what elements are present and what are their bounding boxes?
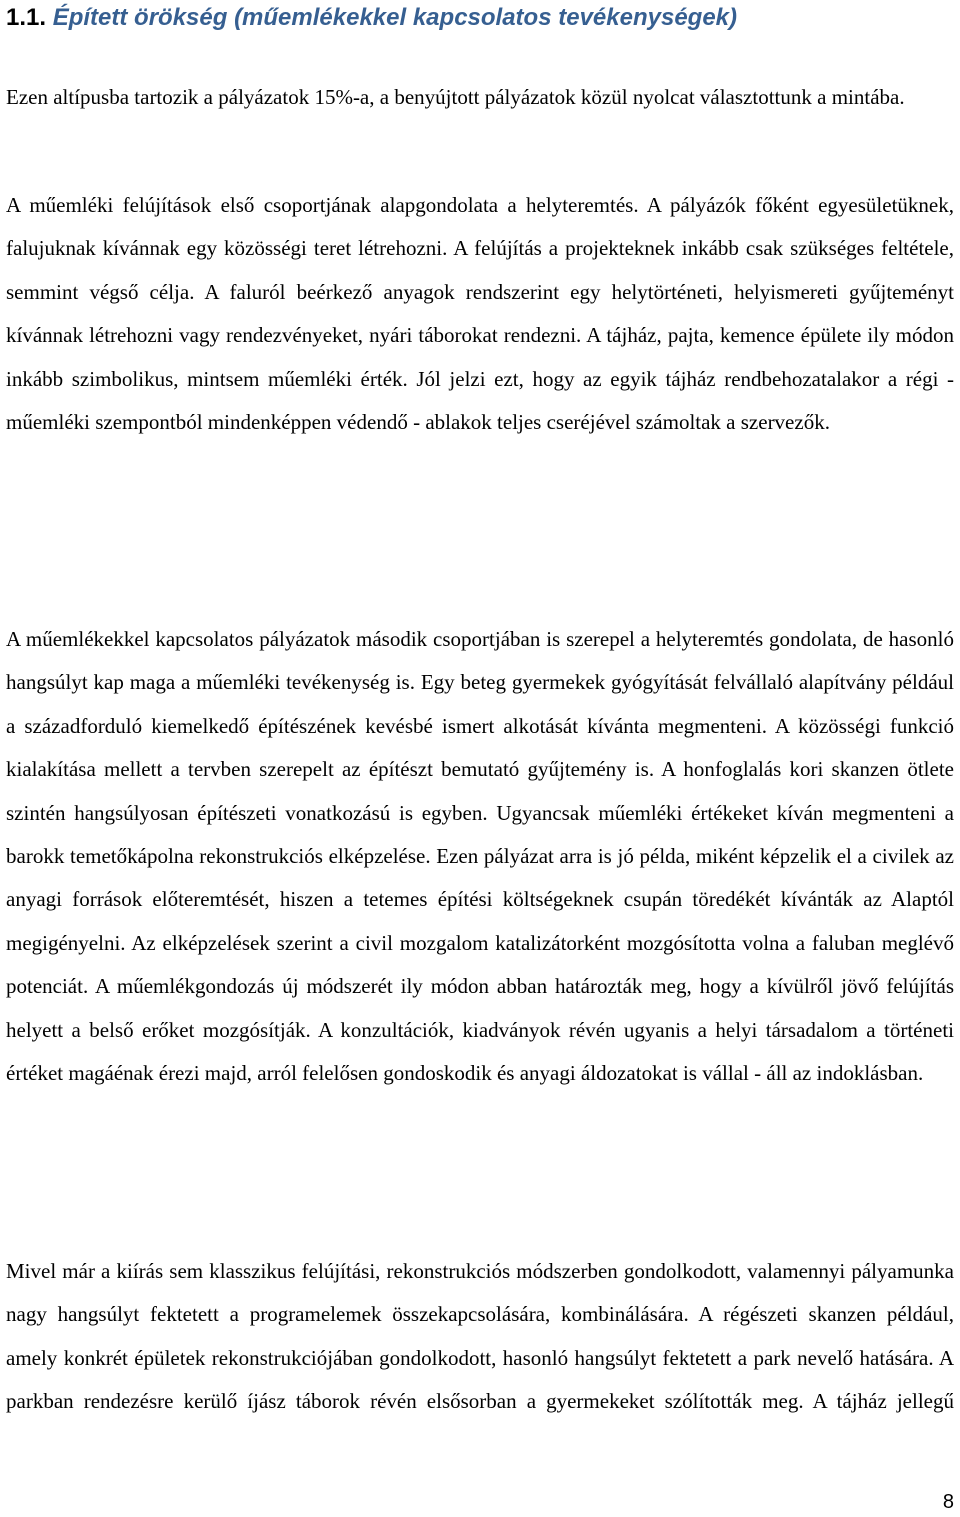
section-number: 1.1.: [6, 4, 47, 31]
section-title: Épített örökség (műemlékekkel kapcsolatos tevékenységek): [52, 4, 738, 31]
paragraph-second-group: A műemlékekkel kapcsolatos pályázatok második csoportjában is szerepel a helyteremtés gondolata, de hasonló hangsúlyt kap maga a műemléki tevékenység is. Egy beteg gyermekek gyógyítását felvállaló alapítvány például a századforduló kiemelkedő építészének kevésbé ismert alkotását kívánta megmenteni. A közösségi funkció kialakítása mellett a tervben szerepelt az építészt bemutató gyűjtemény is. A honfoglalás kori skanzen ötlete szintén hangsúlyosan építészeti vonatkozású is egyben. Ugyancsak műemléki értékeket kíván megmenteni a barokk temetőkápolna rekonstrukciós elképzelése. Ezen pályázat arra is jó példa, miként képzelik el a civilek az anyagi források előteremtését, hiszen a tetemes építési költségeknek csupán töredékét kívánták az Alaptól megigényelni. Az elképzelések szerint a civil mozgalom katalizátorként mozgósította volna a faluban meglévő potenciát. A műemlékgondozás új módszerét ily módon abban határozták meg, hogy a kívülről jövő felújítás helyett a belső erőket mozgósítják. A konzultációk, kiadványok révén ugyanis a helyi társadalom a történeti értéket magáénak érezi majd, arról felelősen gondoskodik és anyagi áldozatokat is vállal - áll az indoklásban.: [6, 627, 954, 1086]
paragraph-first-group: A műemléki felújítások első csoportjának alapgondolata a helyteremtés. A pályázók főként egyesületüknek, falujuknak kívánnak egy közösségi teret létrehozni. A felújítás a projekteknek inkább csak szükséges feltétele, semmint végső célja. A faluról beérkező anyagok rendszerint egy helytörténeti, helyismereti gyűjteményt kívánnak létrehozni vagy rendezvényeket, nyári táborokat rendezni. A tájház, pajta, kemence épülete ily módon inkább szimbolikus, mintsem műemléki érték. Jól jelzi ezt, hogy az egyik tájház rendbehozatalakor a régi - műemléki szempontból mindenképpen védendő - ablakok teljes cseréjével számoltak a szervezők.: [6, 193, 954, 435]
paragraph-intro: Ezen altípusba tartozik a pályázatok 15%-a, a benyújtott pályázatok közül nyolcat választottunk a mintába.: [6, 85, 905, 109]
section-heading: [6, 2, 956, 34]
paragraph-combination: Mivel már a kiírás sem klasszikus felújítási, rekonstrukciós módszerben gondolkodott, valamennyi pályamunka nagy hangsúlyt fektetett a programelemek összekapcsolására, kombinálására. A régészeti skanzen például, amely konkrét épületek rekonstrukciójában gondolkodott, hasonló hangsúlyt fektetett a park nevelő hatására. A parkban rendezésre kerülő íjász táborok révén elsősorban a gyermekeket szólították meg. A tájház jellegű: [6, 1259, 954, 1414]
page-number: 8: [942, 1491, 954, 1513]
